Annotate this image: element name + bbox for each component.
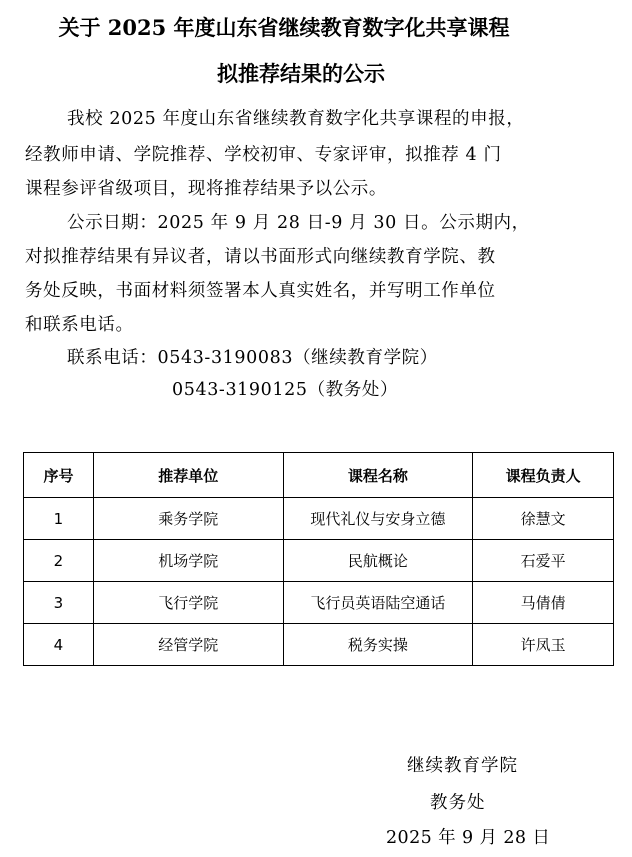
header-course: 课程名称	[283, 453, 473, 498]
cell-course: 民航概论	[283, 540, 473, 582]
cell-unit: 机场学院	[93, 540, 283, 582]
paragraph-1-line-1: 我校 2025 年度山东省继续教育数字化共享课程的申报，	[67, 109, 525, 129]
cell-index: 1	[24, 498, 94, 540]
table-row	[24, 498, 614, 540]
paragraph-2-line-4: 和联系电话。	[25, 315, 134, 335]
header-index: 序号	[24, 453, 94, 498]
paragraph-2-line-2: 对拟推荐结果有异议者，请以书面形式向继续教育学院、教	[25, 247, 496, 267]
contact-phone-1: 联系电话：0543-3190083（继续教育学院）	[67, 348, 438, 368]
cell-index: 4	[24, 624, 94, 666]
cell-unit: 乘务学院	[93, 498, 283, 540]
header-lead: 课程负责人	[473, 453, 614, 498]
cell-lead: 许凤玉	[473, 624, 614, 666]
cell-course: 税务实操	[283, 624, 473, 666]
cell-lead: 马倩倩	[473, 582, 614, 624]
signature-org-continuing-education: 继续教育学院	[407, 756, 518, 776]
signature-org-academic-affairs: 教务处	[430, 793, 486, 813]
contact-phone-2: 0543-3190125（教务处）	[172, 380, 399, 400]
table-row	[24, 582, 614, 624]
header-unit: 推荐单位	[93, 453, 283, 498]
paragraph-1-line-3: 课程参评省级项目，现将推荐结果予以公示。	[25, 179, 387, 199]
notice-title-line1: 关于 2025 年度山东省继续教育数字化共享课程	[58, 15, 510, 40]
signature-date: 2025 年 9 月 28 日	[386, 828, 551, 848]
cell-index: 3	[24, 582, 94, 624]
cell-index: 2	[24, 540, 94, 582]
table-row	[24, 624, 614, 666]
paragraph-1-line-2: 经教师申请、学院推荐、学校初审、专家评审，拟推荐 4 门	[25, 145, 502, 165]
table-header-row	[24, 453, 614, 498]
cell-lead: 石爱平	[473, 540, 614, 582]
paragraph-2-line-1: 公示日期：2025 年 9 月 28 日-9 月 30 日。公示期内，	[67, 213, 530, 233]
table-row	[24, 540, 614, 582]
cell-unit: 飞行学院	[93, 582, 283, 624]
notice-title-line2: 拟推荐结果的公示	[217, 61, 385, 86]
cell-lead: 徐慧文	[473, 498, 614, 540]
recommendation-table	[23, 452, 614, 666]
cell-course: 现代礼仪与安身立德	[283, 498, 473, 540]
cell-course: 飞行员英语陆空通话	[283, 582, 473, 624]
paragraph-2-line-3: 务处反映，书面材料须签署本人真实姓名，并写明工作单位	[25, 281, 496, 301]
cell-unit: 经管学院	[93, 624, 283, 666]
